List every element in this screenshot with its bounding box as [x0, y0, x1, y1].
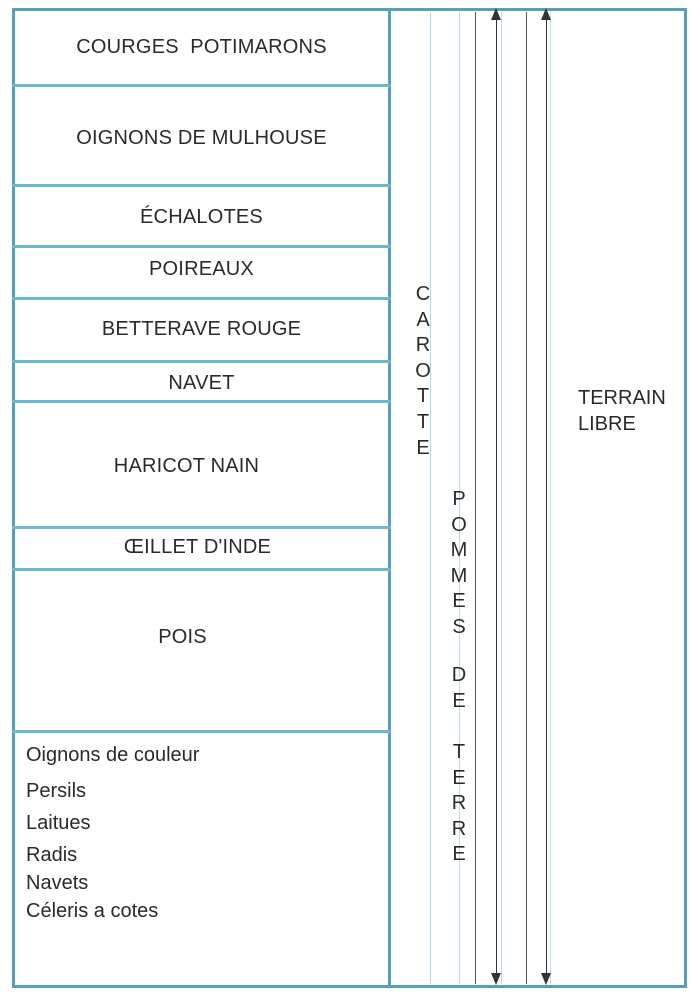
- label-pommes: [444, 487, 474, 641]
- terre-letter: T: [452, 741, 466, 763]
- row-arrow: [496, 18, 497, 980]
- row-guide-line: [501, 12, 502, 984]
- arrow-down-icon: [541, 973, 551, 985]
- pommes-letter: E: [452, 590, 466, 613]
- terre-letter: R: [451, 792, 467, 815]
- row-line: [475, 12, 476, 984]
- bed-separator: [12, 526, 391, 529]
- carotte-letter: A: [416, 308, 430, 331]
- terrain-libre-line2: LIBRE: [578, 413, 636, 435]
- terre-letter: E: [452, 766, 466, 789]
- arrow-up-icon: [491, 8, 501, 20]
- pommes-letter: P: [452, 488, 466, 510]
- carotte-letter: T: [416, 385, 430, 408]
- de-letter: D: [451, 664, 467, 686]
- row-arrow: [546, 18, 547, 980]
- carotte-letter: T: [416, 410, 430, 433]
- mixed-item-oignons-couleur: Oignons de couleur: [26, 744, 200, 766]
- pommes-letter: M: [450, 564, 468, 587]
- pommes-letter: O: [451, 513, 467, 536]
- terre-letter: E: [452, 843, 466, 866]
- row-line: [526, 12, 527, 984]
- row-guide-line: [430, 12, 431, 984]
- mixed-item-laitues: Laitues: [26, 812, 91, 834]
- pommes-letter: S: [452, 615, 466, 638]
- bed-poireaux: POIREAUX: [149, 258, 254, 280]
- de-letter: E: [452, 689, 466, 712]
- label-carotte: [408, 282, 438, 461]
- bed-separator: [12, 84, 391, 87]
- label-terre: [444, 740, 474, 868]
- label-de: [444, 663, 474, 714]
- mixed-item-celeris: Céleris a cotes: [26, 900, 159, 922]
- bed-separator: [12, 360, 391, 363]
- terrain-libre-line1: TERRAIN: [578, 387, 666, 409]
- row-guide-line: [550, 12, 551, 984]
- bed-oeillet-dinde: ŒILLET D'INDE: [123, 536, 272, 558]
- bed-oignons-mulhouse: OIGNONS DE MULHOUSE: [76, 127, 327, 149]
- bed-betterave-rouge: BETTERAVE ROUGE: [101, 318, 302, 340]
- carotte-letter: R: [415, 334, 431, 357]
- bed-separator: [12, 730, 391, 733]
- bed-pois: POIS: [158, 626, 207, 648]
- right-area-frame: [388, 8, 687, 988]
- left-column-frame: [12, 8, 391, 988]
- bed-separator: [12, 184, 391, 187]
- mixed-item-navets: Navets: [26, 872, 89, 894]
- bed-haricot-nain: HARICOT NAIN: [113, 455, 260, 477]
- terre-letter: R: [451, 817, 467, 840]
- bed-separator: [12, 297, 391, 300]
- arrow-down-icon: [491, 973, 501, 985]
- carotte-letter: C: [415, 283, 431, 305]
- bed-separator: [12, 568, 391, 571]
- bed-navet: NAVET: [168, 372, 235, 394]
- arrow-up-icon: [541, 8, 551, 20]
- bed-courges-potimarons: COURGES POTIMARONS: [76, 36, 327, 58]
- mixed-item-radis: Radis: [26, 844, 78, 866]
- bed-echalotes: ÉCHALOTES: [140, 206, 263, 228]
- bed-separator: [12, 245, 391, 248]
- mixed-item-persils: Persils: [26, 780, 87, 802]
- bed-separator: [12, 400, 391, 403]
- carotte-letter: O: [415, 359, 431, 382]
- carotte-letter: E: [416, 436, 430, 459]
- pommes-letter: M: [450, 539, 468, 562]
